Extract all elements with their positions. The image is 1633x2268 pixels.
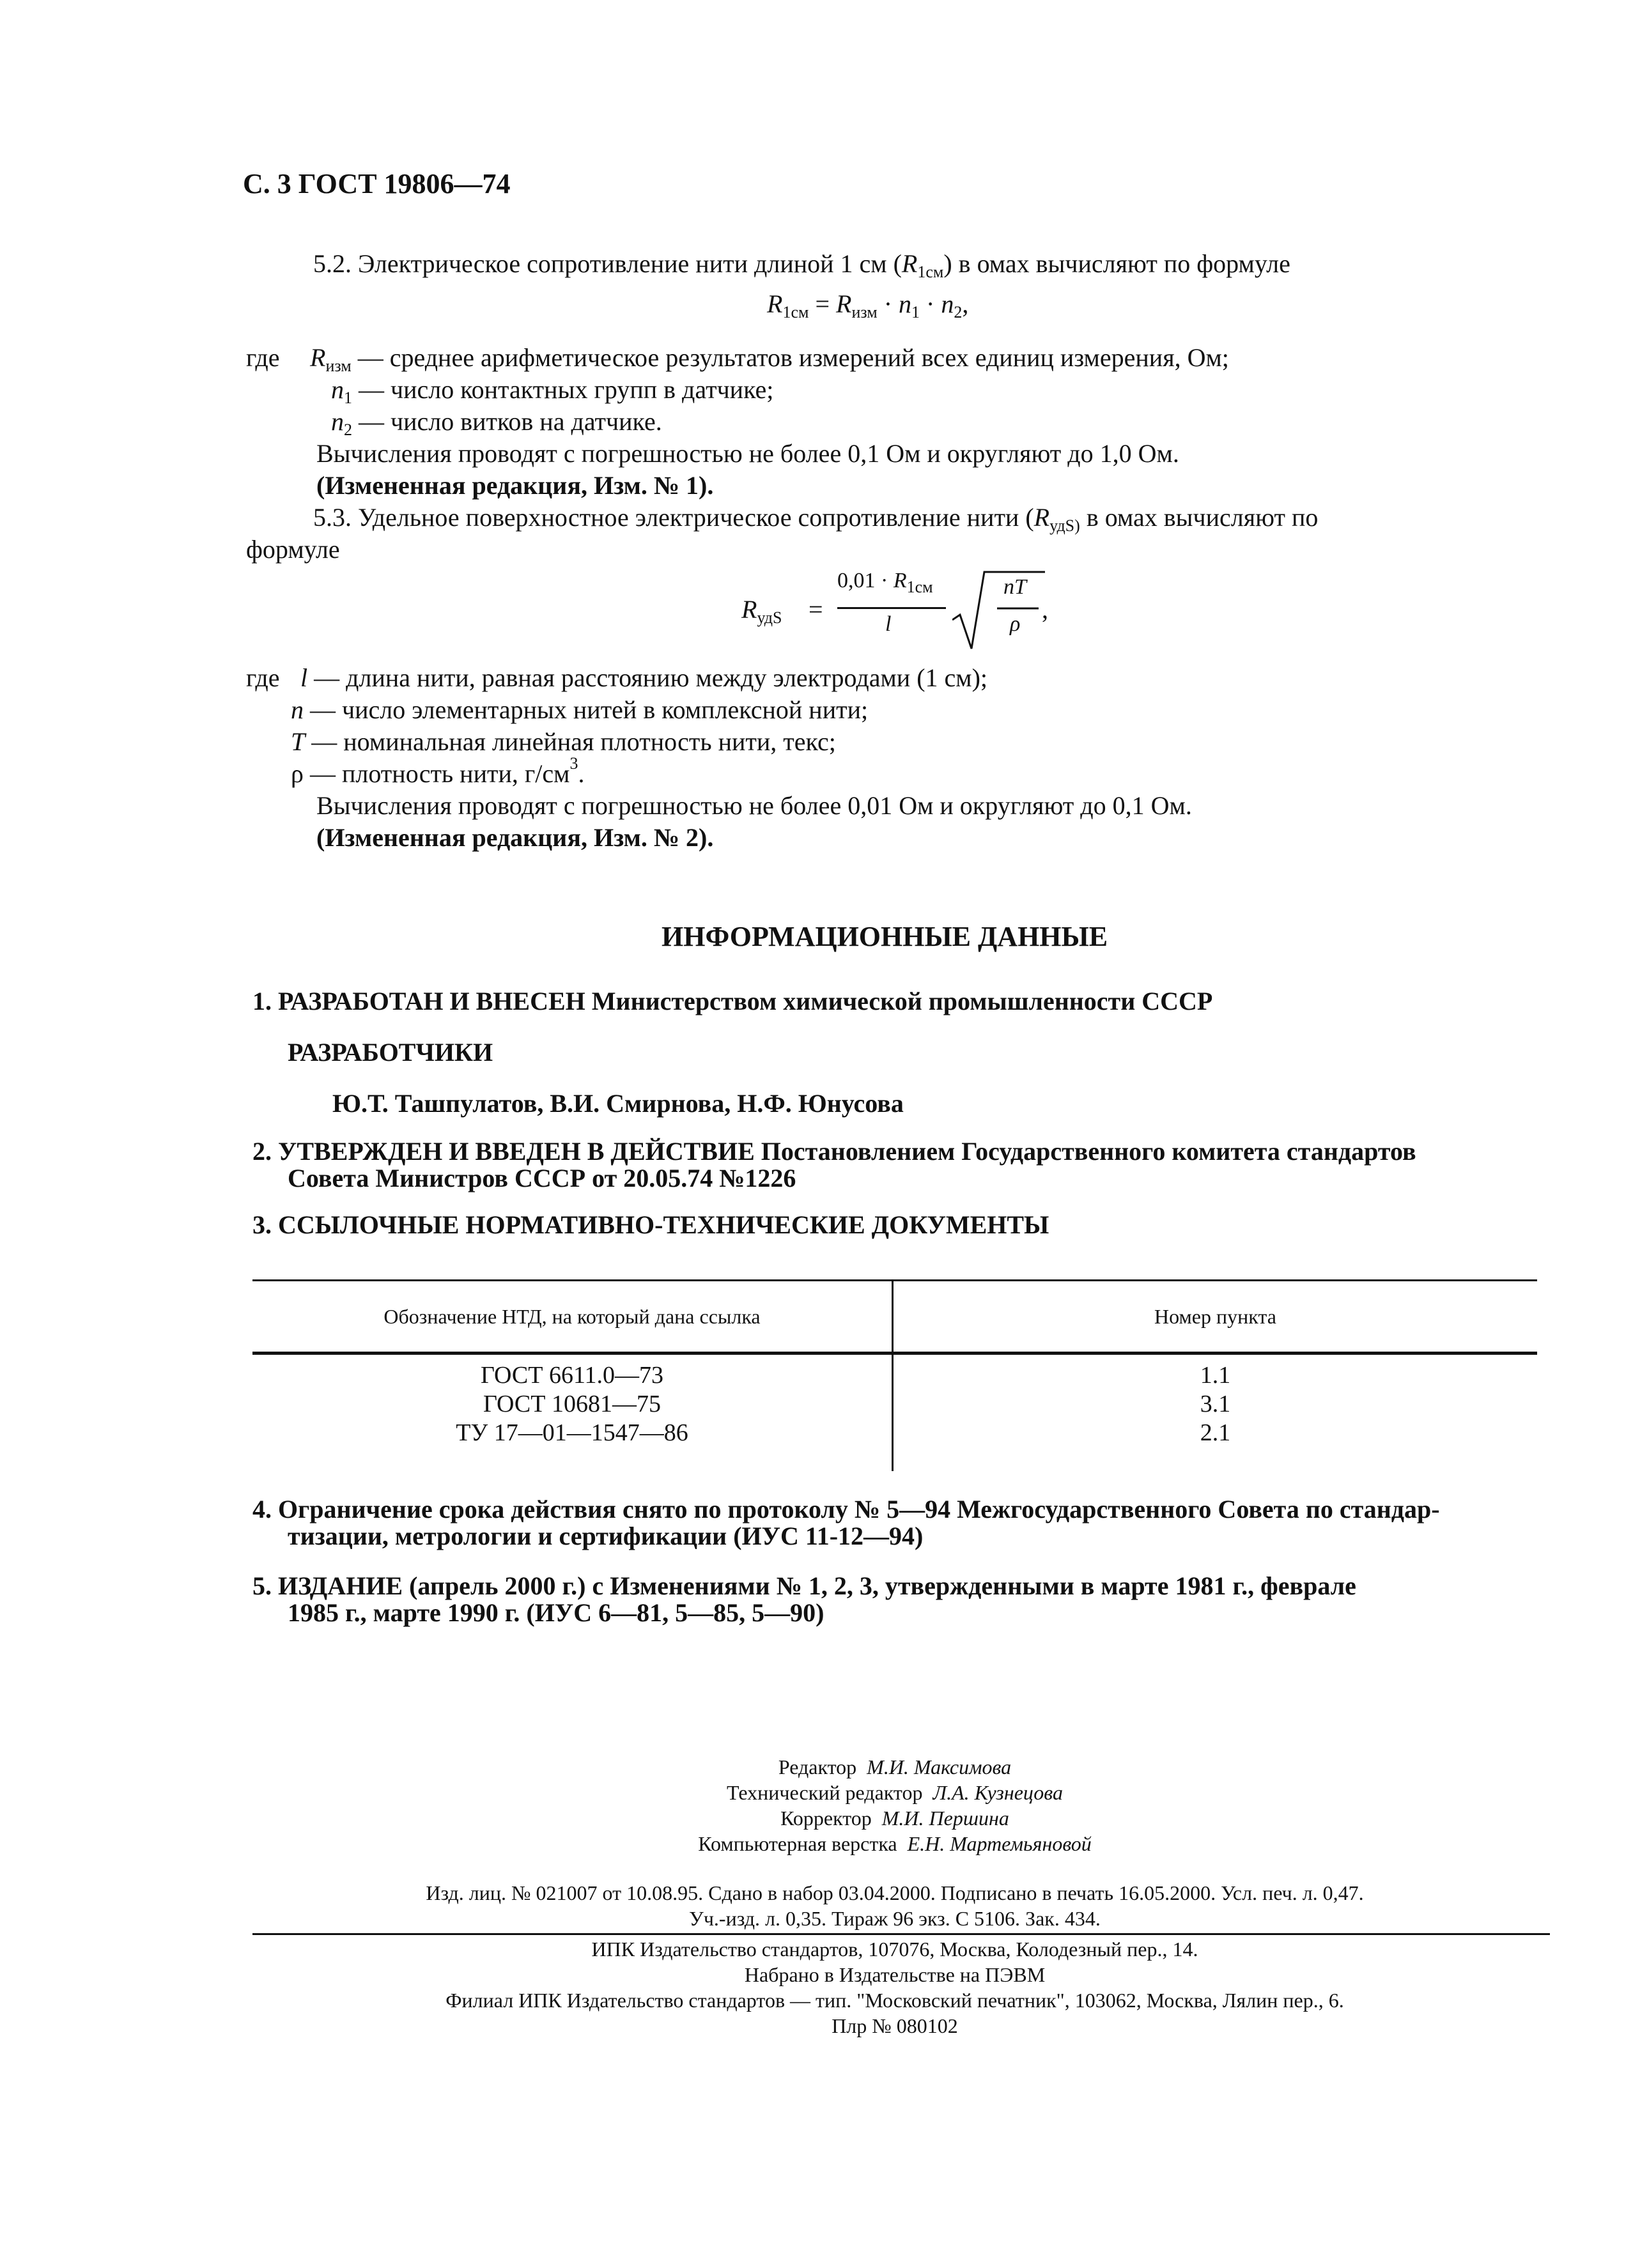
- page-header: С. 3 ГОСТ 19806—74: [243, 168, 511, 199]
- publisher-line-2: Набрано в Издательстве на ПЭВМ: [744, 1963, 1046, 1986]
- credit-proofreader: Корректор М.И. Першина: [780, 1807, 1009, 1830]
- info-title: ИНФОРМАЦИОННЫЕ ДАННЫЕ: [662, 921, 1108, 952]
- definition: $n_2$ — число витков на датчике.: [331, 407, 662, 439]
- publisher-line-3: Филиал ИПК Издательство стандартов — тип. "Московский печатник", 103062, Москва, Лялин пер., 6.: [445, 1989, 1344, 2012]
- section-5-3-intro-cont: формуле: [246, 535, 340, 564]
- table-header-clause: Номер пункта: [1154, 1305, 1276, 1328]
- imprint-line-1: Изд. лиц. № 021007 от 10.08.95. Сдано в набор 03.04.2000. Подписано в печать 16.05.2000. Усл. печ. л. 0,47.: [426, 1881, 1364, 1904]
- formula-r1cm: $R_{1см} = R_{изм} \cdot n_1 \cdot n_2$,: [767, 289, 969, 321]
- amendment-note: (Измененная редакция, Изм. № 2).: [316, 823, 714, 852]
- definition: n — число элементарных нитей в комплексной нити;: [291, 695, 869, 724]
- table-cell-doc: ТУ 17—01—1547—86: [456, 1419, 688, 1446]
- info-item-2: 2. УТВЕРЖДЕН И ВВЕДЕН В ДЕЙСТВИЕ Постановлением Государственного комитета стандартов: [252, 1137, 1416, 1166]
- calc-note: Вычисления проводят с погрешностью не более 0,01 Ом и округляют до 0,1 Ом.: [316, 791, 1192, 820]
- info-item-5-cont: 1985 г., марте 1990 г. (ИУС 6—81, 5—85, 5—90): [288, 1598, 824, 1627]
- info-item-3: 3. ССЫЛОЧНЫЕ НОРМАТИВНО-ТЕХНИЧЕСКИЕ ДОКУМЕНТЫ: [252, 1210, 1049, 1239]
- credit-tech-editor: Технический редактор Л.А. Кузнецова: [727, 1781, 1063, 1804]
- table-cell-clause: 3.1: [1200, 1391, 1231, 1417]
- info-item-5: 5. ИЗДАНИЕ (апрель 2000 г.) с Изменениями № 1, 2, 3, утвержденными в марте 1981 г., феврале: [252, 1571, 1356, 1600]
- info-item-4-cont: тизации, метрологии и сертификации (ИУС 11-12—94): [288, 1522, 924, 1550]
- table-cell-doc: ГОСТ 6611.0—73: [480, 1362, 664, 1389]
- credit-editor: Редактор М.И. Максимова: [778, 1755, 1012, 1778]
- calc-note: Вычисления проводят с погрешностью не более 0,1 Ом и округляют до 1,0 Ом.: [316, 439, 1179, 468]
- info-item-1-people: Ю.Т. Ташпулатов, В.И. Смирнова, Н.Ф. Юнусова: [332, 1089, 904, 1118]
- table-cell-doc: ГОСТ 10681—75: [483, 1391, 661, 1417]
- definition: $R_{изм}$ — среднее арифметическое результатов измерений всех единиц измерения, Ом;: [310, 343, 1229, 375]
- info-item-1-developers: РАЗРАБОТЧИКИ: [288, 1038, 493, 1067]
- definition: $n_1$ — число контактных групп в датчике;: [331, 375, 774, 407]
- table-cell-clause: 1.1: [1200, 1362, 1231, 1389]
- publisher-line-4: Плр № 080102: [832, 2014, 958, 2037]
- formula-ruds: $R_{удS}$ = $0,01 \cdot R_{1см}$ l nT ρ ,: [741, 569, 1048, 658]
- table-cell-clause: 2.1: [1200, 1419, 1231, 1446]
- publisher-line-1: ИПК Издательство стандартов, 107076, Москва, Колодезный пер., 14.: [591, 1938, 1198, 1961]
- info-item-2-cont: Совета Министров СССР от 20.05.74 №1226: [288, 1164, 796, 1192]
- table-top-rule: [252, 1279, 1537, 1281]
- amendment-note: (Измененная редакция, Изм. № 1).: [316, 471, 714, 500]
- imprint-line-2: Уч.-изд. л. 0,35. Тираж 96 экз. С 5106. Зак. 434.: [689, 1907, 1101, 1930]
- credit-layout: Компьютерная верстка Е.Н. Мартемьяновой: [698, 1832, 1092, 1855]
- definition: T — номинальная линейная плотность нити, текс;: [291, 727, 836, 756]
- where-label: где: [246, 343, 280, 372]
- definition: ρ — плотность нити, $г/см^3$.: [291, 754, 585, 788]
- section-5-3-intro: 5.3. Удельное поверхностное электрическое сопротивление нити ($R_{удS)}$ в омах вычисляют по: [313, 503, 1319, 535]
- where-label: где: [246, 663, 280, 692]
- table-header-ntd: Обозначение НТД, на который дана ссылка: [383, 1305, 761, 1328]
- imprint-rule: [252, 1933, 1550, 1935]
- section-5-2-intro: 5.2. Электрическое сопротивление нити длиной 1 см $(R_{1см})$ в омах вычисляют по формуле: [313, 249, 1290, 281]
- info-item-4: 4. Ограничение срока действия снято по протоколу № 5—94 Межгосударственного Совета по стандар-: [252, 1495, 1440, 1524]
- info-item-1: 1. РАЗРАБОТАН И ВНЕСЕН Министерством химической промышленности СССР: [252, 987, 1213, 1015]
- table-header-rule: [252, 1352, 1537, 1355]
- definition: l — длина нити, равная расстоянию между электродами (1 см);: [300, 663, 988, 692]
